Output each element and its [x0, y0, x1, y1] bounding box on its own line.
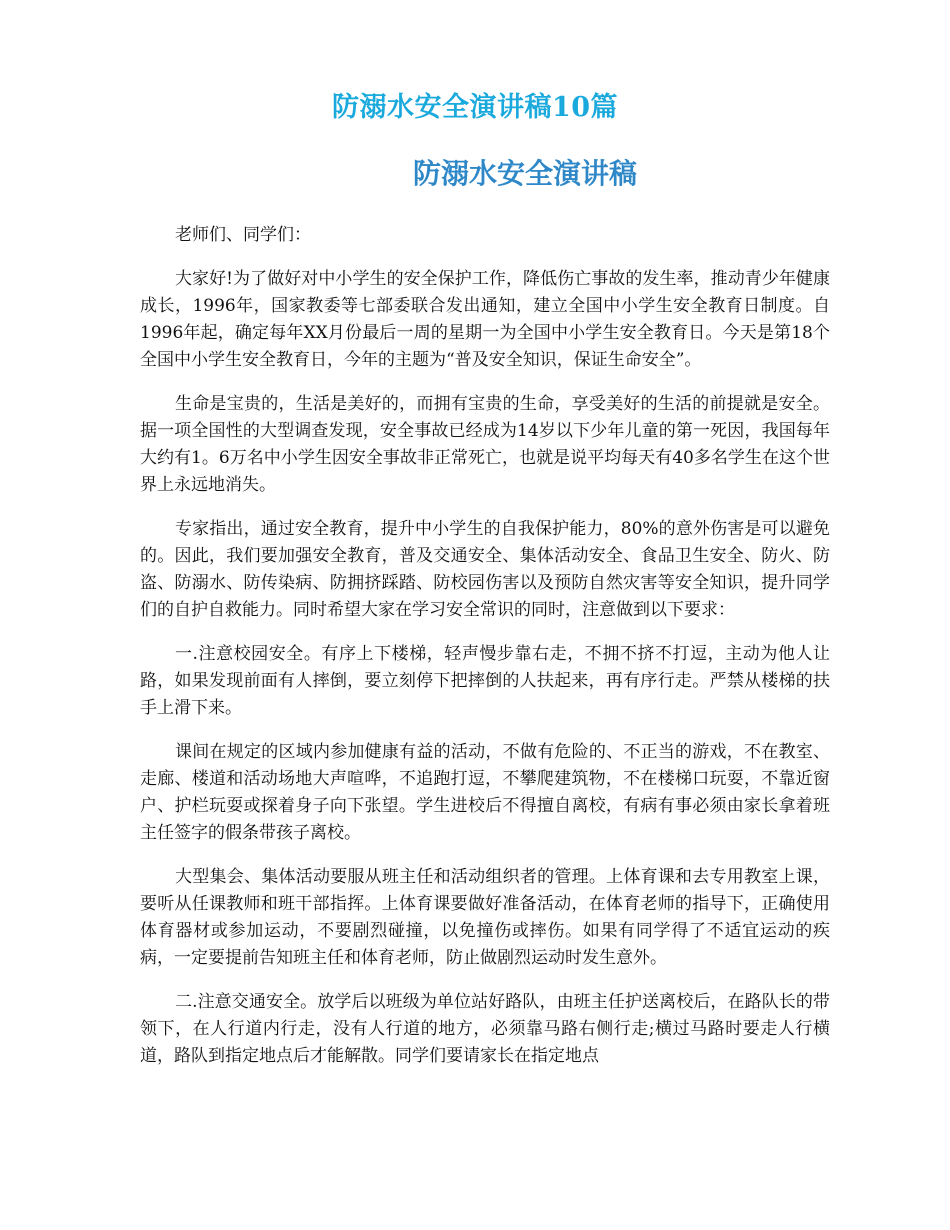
paragraph-expert: 专家指出，通过安全教育，提升中小学生的自我保护能力，80%的意外伤害是可以避免的。因此，我们要加强安全教育，普及交通安全、集体活动安全、食品卫生安全、防火、防盗、防溺水、防传染病、防拥挤踩踏、防校园伤害以及预防自然灾害等安全知识，提升同学们的自护自救能力。同时希望大家在学习安全常识的同时，注意做到以下要求： — [140, 519, 830, 620]
document-subtitle: 防溺水安全演讲稿 — [412, 157, 637, 190]
paragraph-traffic-safety: 二.注意交通安全。放学后以班级为单位站好路队，由班主任护送离校后，在路队长的带领下，在人行道内行走，没有人行道的地方，必须靠马路右侧行走;横过马路时要走人行横道，路队到指定地点后才能解散。同学们要请家长在指定地点 — [140, 992, 830, 1066]
document-title: 防溺水安全演讲稿10篇 — [331, 92, 619, 123]
paragraph-assembly: 大型集会、集体活动要服从班主任和活动组织者的管理。上体育课和去专用教室上课，要听从任课教师和班干部指挥。上体育课要做好准备活动，在体育老师的指导下，正确使用体育器材或参加运动，不要剧烈碰撞，以免撞伤或摔伤。如果有同学得了不适宜运动的疾病，一定要提前告知班主任和体育老师，防止做剧烈运动时发生意外。 — [140, 867, 830, 968]
paragraph-break-time: 课间在规定的区域内参加健康有益的活动，不做有危险的、不正当的游戏，不在教室、走廊、楼道和活动场地大声喧哗，不追跑打逗，不攀爬建筑物，不在楼梯口玩耍，不靠近窗户、护栏玩耍或探着身子向下张望。学生进校后不得擅自离校，有病有事必须由家长拿着班主任签字的假条带孩子离校。 — [140, 742, 830, 843]
paragraph-greeting: 老师们、同学们： — [175, 225, 311, 245]
paragraph-campus-safety: 一.注意校园安全。有序上下楼梯，轻声慢步靠右走，不拥不挤不打逗，主动为他人让路，如果发现前面有人摔倒，要立刻停下把摔倒的人扶起来，再有序行走。严禁从楼梯的扶手上滑下来。 — [140, 644, 830, 718]
paragraph-intro: 大家好!为了做好对中小学生的安全保护工作，降低伤亡事故的发生率，推动青少年健康成长，1996年，国家教委等七部委联合发出通知，建立全国中小学生安全教育日制度。自1996年起，确定每年XX月份最后一周的星期一为全国中小学生安全教育日。今天是第18个全国中小学生安全教育日，今年的主题为“普及安全知识，保证生命安全”。 — [140, 269, 830, 370]
paragraph-life-safety: 生命是宝贵的，生活是美好的，而拥有宝贵的生命，享受美好的生活的前提就是安全。据一项全国性的大型调查发现，安全事故已经成为14岁以下少年儿童的第一死因，我国每年大约有1。6万名中小学生因安全事故非正常死亡，也就是说平均每天有40多名学生在这个世界上永远地消失。 — [140, 394, 830, 495]
document-body — [140, 222, 830, 1087]
